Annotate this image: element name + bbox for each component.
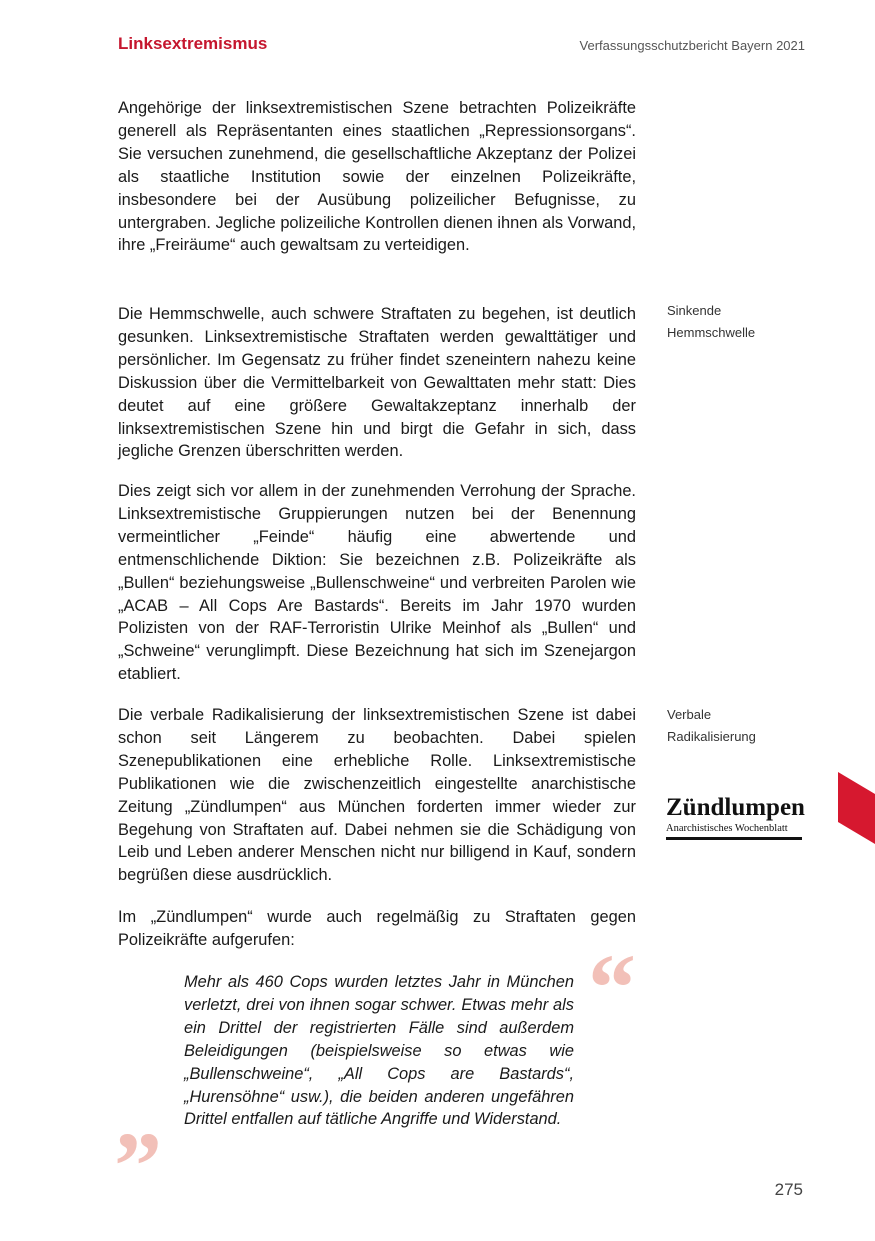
logo-name: Zündlumpen [666,794,805,821]
side-note-line: Radikalisierung [667,729,756,744]
quote-open-mark: “ [588,934,636,1041]
paragraph-zuendlumpen-intro: Im „Zündlumpen“ wurde auch regelmäßig zu Straftaten gegen Polizeikräfte aufgerufen: [118,908,636,949]
zuendlumpen-logo [666,794,805,840]
paragraph-radicalisation: Die verbale Radikalisierung der linksextremistischen Szene ist dabei schon seit Längerem zu beobachten. Dabei spielen Szenepublikationen eine erhebliche Rolle. Linksextremistische Publikationen wie die zwischenzeitlich eingestellte anarchistische Zeitung „Zündlumpen“ aus München forderten immer wieder zur Begehung von Straftaten auf. Dabei nehmen sie die Schädigung von Leib und Leben anderer Menschen nicht nur billigend in Kauf, sondern begrüßen diese ausdrücklich. [118,706,636,885]
side-note-line: Hemmschwelle [667,325,756,340]
side-note-hemmschwelle [667,300,755,344]
paragraph-language: Dies zeigt sich vor allem in der zunehmenden Verrohung der Sprache. Linksextremistische Gruppierungen nutzen bei der Benennung vermeintlicher „Feinde“ häufig eine abwertende und entmenschlichende Diktion: Sie bezeichnen z.B. Polizeikräfte als „Bullen“ beziehungsweise „Bullenschweine“ und verbreiten Parolen wie „ACAB – All Cops Are Bastards“. Bereits im Jahr 1970 wurden Polizisten von der RAF-Terroristin Ulrike Meinhof als „Bullen“ und „Schweine“ verunglimpft. Diese Bezeichnung hat sich im Szenejargon etabliert. [118,482,636,684]
paragraph-threshold: Die Hemmschwelle, auch schwere Straftaten zu begehen, ist deutlich gesunken. Linksextremistische Straftaten werden gewalttätiger und persönlicher. Im Gegensatz zu früher findet szeneintern nahezu keine Diskussion über die Vermittelbarkeit von Gewalttaten mehr statt: Dies deutet auf eine größere Gewaltakzeptanz innerhalb der linksextremistischen Szene hin und birgt die Gefahr in sich, dass jegliche Grenzen überschritten werden. [118,305,636,461]
side-note-radikalisierung [667,704,756,748]
side-note-line: Verbale [667,707,712,722]
chapter-tab-marker [838,772,875,844]
side-note-line: Sinkende [667,303,722,318]
logo-subtitle: Anarchistisches Wochenblatt [666,822,802,840]
header-section-title: Linksextremismus [118,34,268,53]
quote-close-mark: ” [114,1112,162,1219]
page-number: 275 [774,1180,803,1199]
quote-text: Mehr als 460 Cops wurden letztes Jahr in München verletzt, drei von ihnen sogar schwer. Etwas mehr als ein Drittel der registrierten Fälle sind außerdem Beleidigungen (beispielsweise so etwas wie „Bullenschweine“, „All Cops are Bastards“, „Hurensöhne“ usw.), die beiden anderen ungefähren Drittel entfallen auf tätliche Angriffe und Widerstand. [184,973,574,1129]
chapter-tab-shape [838,772,875,844]
paragraph-police-perception: Angehörige der linksextremistischen Szene betrachten Polizeikräfte generell als Repräsentanten eines staatlichen „Repressionsorgans“. Sie versuchen zunehmend, die gesellschaftliche Akzeptanz der Polizei als staatliche Institution sowie der einzelnen Polizeikräfte, insbesondere bei der Ausübung polizeilicher Befugnisse, zu untergraben. Jegliche polizeiliche Kontrollen dienen ihnen als Vorwand, ihre „Freiräume“ auch gewaltsam zu verteidigen. [118,99,636,255]
header-report-title: Verfassungsschutzbericht Bayern 2021 [579,38,805,53]
